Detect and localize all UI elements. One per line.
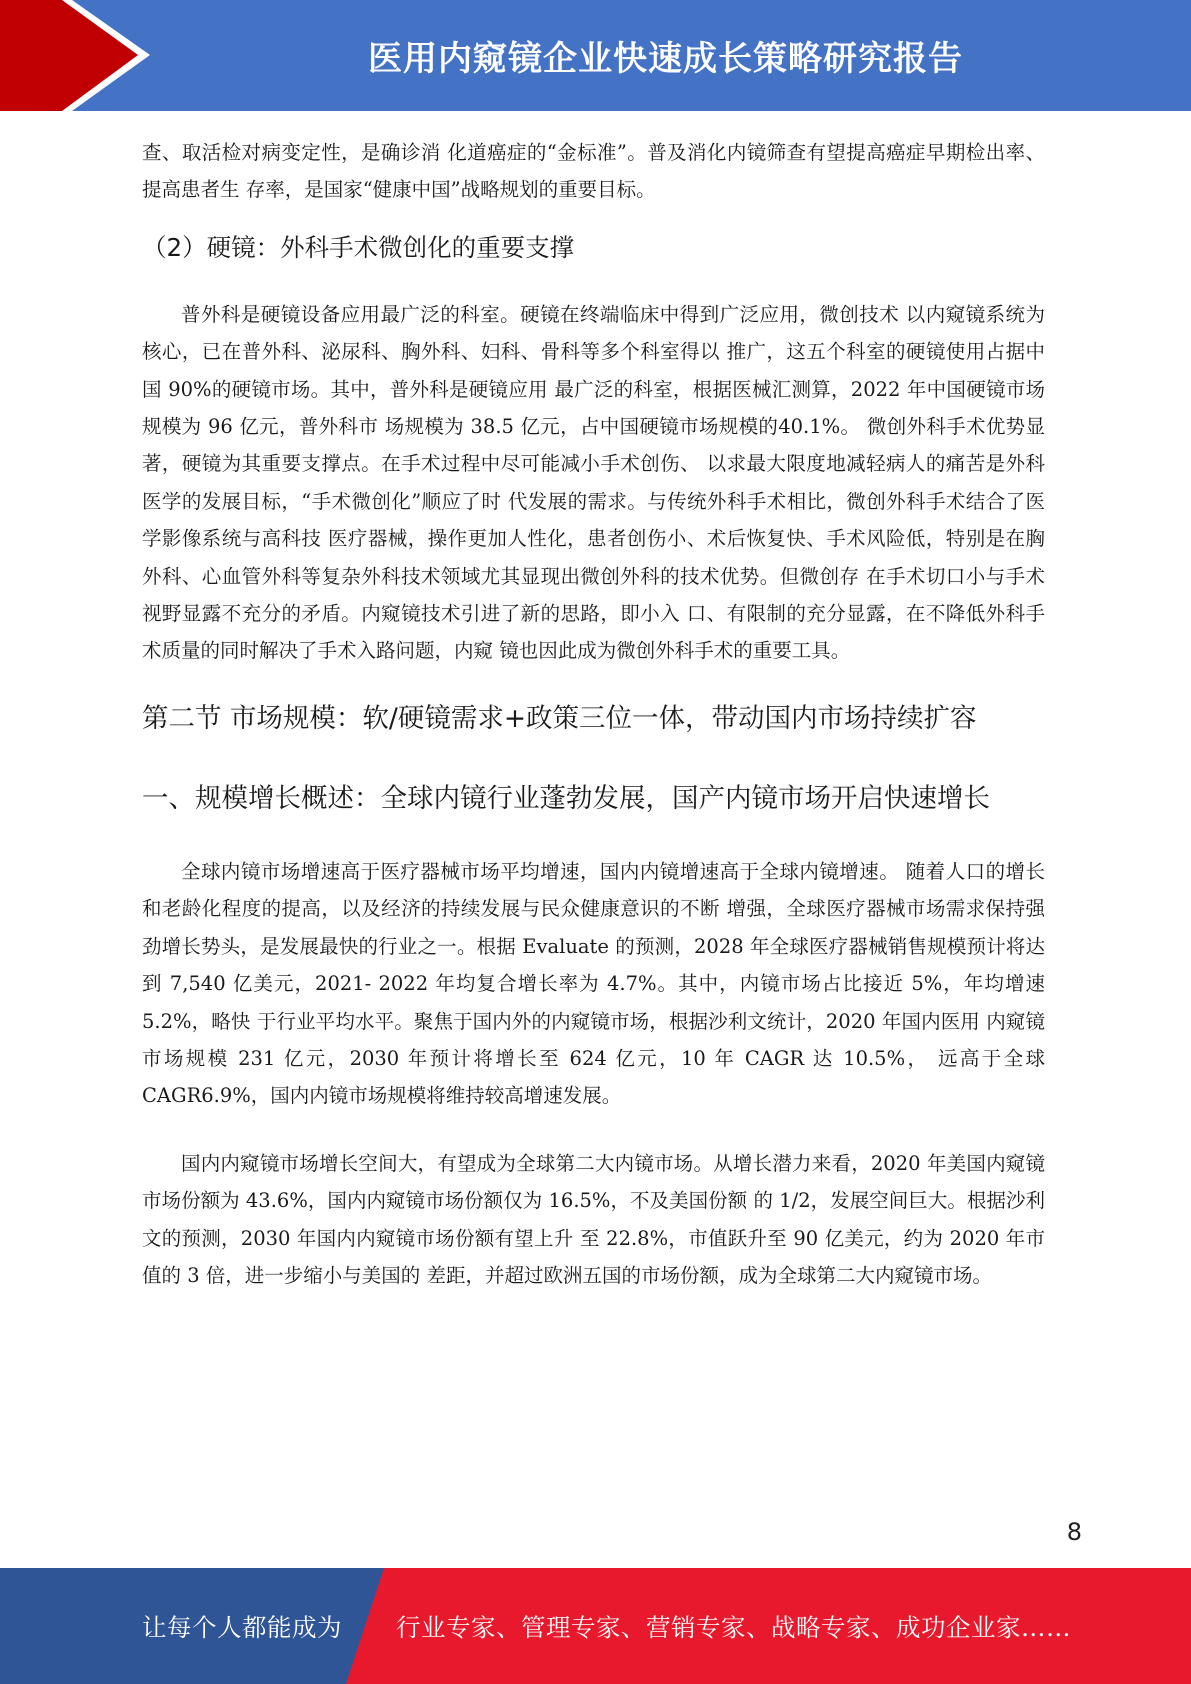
report-title: 医用内窥镜企业快速成长策略研究报告 bbox=[368, 39, 963, 79]
page-content bbox=[142, 134, 1045, 1294]
part-heading: 一、规模增长概述：全球内镜行业蓬勃发展，国产内镜市场开启快速增长 bbox=[142, 782, 990, 814]
subheading-hard-scope: （2）硬镜：外科手术微创化的重要支撑 bbox=[142, 232, 575, 262]
paragraph-hard-scope: 普外科是硬镜设备应用最广泛的科室。硬镜在终端临床中得到广泛应用，微创技术 以内窥镜系统为核心，已在普外科、泌尿科、胸外科、妇科、骨科等多个科室得以 推广，这五个科室的硬镜使用占据中国 90%的硬镜市场。其中，普外科是硬镜应用 最广泛的科室，根据医械汇测算，2022 年中国硬镜市场规模为 96 亿元，普外科市 场规模为 38.5 亿元，占中国硬镜市场规模的40.1%。 微创外科手术优势显著，硬镜为其重要支撑点。在手术过程中尽可能减小手术创伤、 以求最大限度地减轻病人的痛苦是外科医学的发展目标，“手术微创化”顺应了时 代发展的需求。与传统外科手术相比，微创外科手术结合了医学影像系统与高科技 医疗器械，操作更加人性化，患者创伤小、术后恢复快、手术风险低，特别是在胸 外科、心血管外科等复杂外科技术领域尤其显现出微创外科的技术优势。但微创存 在手术切口小与手术视野显露不充分的矛盾。内窥镜技术引进了新的思路，即小入 口、有限制的充分显露，在不降低外科手术质量的同时解决了手术入路问题，内窥 镜也因此成为微创外科手术的重要工具。 bbox=[142, 302, 1045, 663]
paragraph-intro: 查、取活检对病变定性，是确诊消 化道癌症的“金标准”。普及消化内镜筛查有望提高癌症早期检出率、提高患者生 存率，是国家“健康中国”战略规划的重要目标。 bbox=[142, 141, 1045, 202]
section-heading: 第二节 市场规模：软/硬镜需求+政策三位一体，带动国内市场持续扩容 bbox=[142, 702, 977, 734]
paragraph-growth: 全球内镜市场增速高于医疗器械市场平均增速，国内内镜增速高于全球内镜增速。 随着人口的增长和老龄化程度的提高，以及经济的持续发展与民众健康意识的不断 增强，全球医疗器械市场需求保持强劲增长势头，是发展最快的行业之一。根据 Evaluate 的预测，2028 年全球医疗器械销售规模预计将达到 7,540 亿美元，2021- 2022 年均复合增长率为 4.7%。其中，内镜市场占比接近 5%，年均增速 5.2%，略快 于行业平均水平。聚焦于国内外的内窥镜市场，根据沙利文统计，2020 年国内医用 内窥镜市场规模 231 亿元，2030 年预计将增长至 624 亿元，10 年 CAGR 达 10.5%， 远高于全球 CAGR6.9%，国内内镜市场规模将维持较高增速发展。 bbox=[142, 859, 1045, 1108]
footer-slogan-prefix: 让每个人都能成为 bbox=[142, 1612, 342, 1642]
footer-slogan-roles: 行业专家、管理专家、营销专家、战略专家、成功企业家…… bbox=[396, 1612, 1071, 1642]
paragraph-market-space: 国内内窥镜市场增长空间大，有望成为全球第二大内镜市场。从增长潜力来看，2020 年美国内窥镜市场份额为 43.6%，国内内窥镜市场份额仅为 16.5%，不及美国份额 的 1/2，发展空间巨大。根据沙利文的预测，2030 年国内内窥镜市场份额有望上升 至 22.8%，市值跃升至 90 亿美元，约为 2020 年市值的 3 倍，进一步缩小与美国的 差距，并超过欧洲五国的市场份额，成为全球第二大内窥镜市场。 bbox=[142, 1151, 1045, 1287]
page-number: 8 bbox=[1066, 1518, 1082, 1546]
header-banner bbox=[0, 0, 1191, 111]
footer-banner bbox=[0, 1568, 1191, 1684]
